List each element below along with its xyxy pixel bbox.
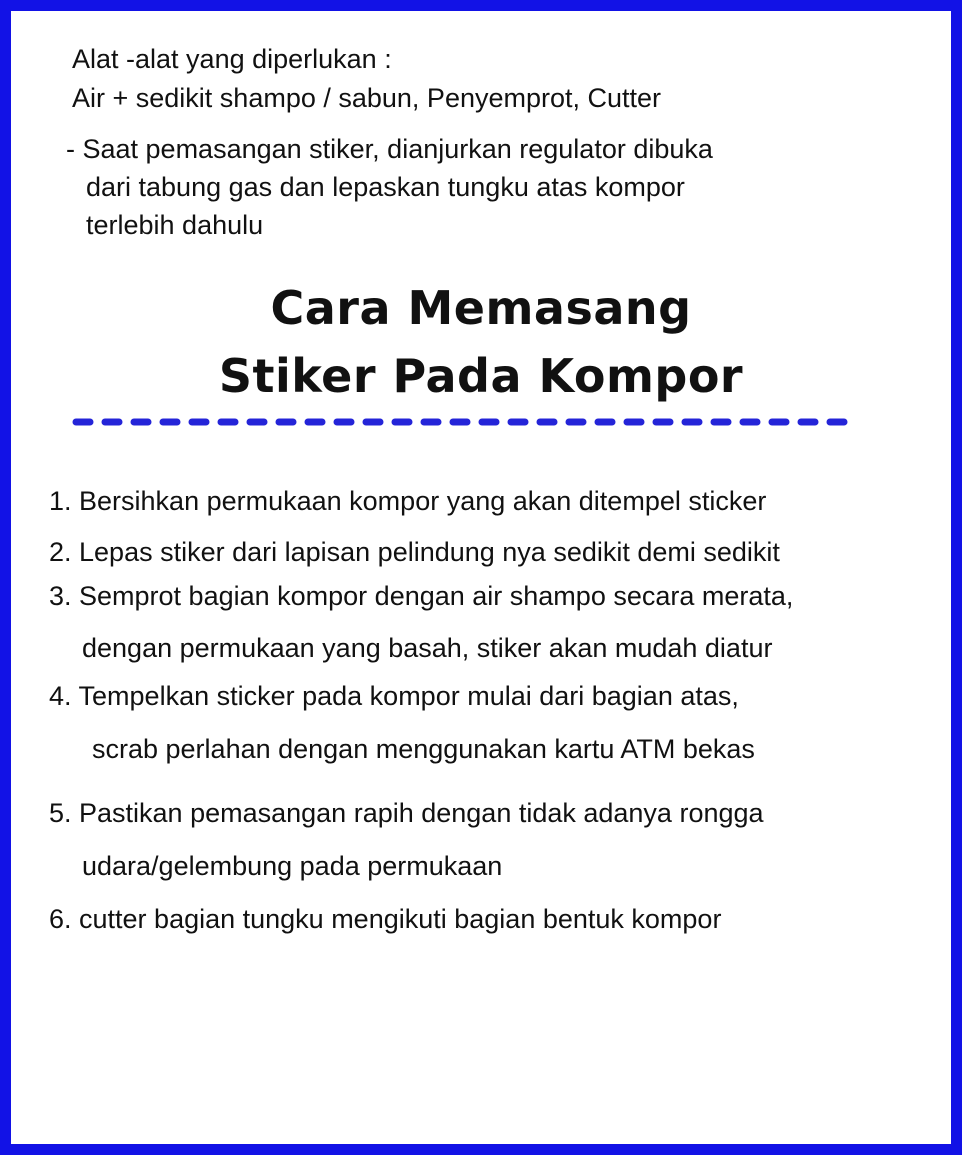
note-line-2: dari tabung gas dan lepaskan tungku atas kompor [86, 172, 685, 202]
step-5: 5. Pastikan pemasangan rapih dengan tidak adanya rongga [49, 798, 764, 828]
step-3-continued: dengan permukaan yang basah, stiker akan mudah diatur [82, 633, 773, 663]
page-title-line-1: Cara Memasang [270, 281, 692, 335]
step-5-continued: udara/gelembung pada permukaan [82, 851, 503, 881]
step-4: 4. Tempelkan sticker pada kompor mulai dari bagian atas, [49, 681, 739, 711]
note-line-1: - Saat pemasangan stiker, dianjurkan regulator dibuka [66, 134, 713, 164]
page-title-line-2: Stiker Pada Kompor [218, 349, 744, 403]
step-3: 3. Semprot bagian kompor dengan air shampo secara merata, [49, 581, 794, 611]
step-2: 2. Lepas stiker dari lapisan pelindung nya sedikit demi sedikit [49, 537, 780, 567]
step-6: 6. cutter bagian tungku mengikuti bagian bentuk kompor [49, 904, 722, 934]
note-line-3: terlebih dahulu [86, 210, 264, 240]
tools-heading: Alat -alat yang diperlukan : [72, 44, 392, 74]
step-4-continued: scrab perlahan dengan menggunakan kartu ATM bekas [92, 734, 755, 764]
step-1: 1. Bersihkan permukaan kompor yang akan ditempel sticker [49, 486, 767, 516]
dashed-divider [72, 413, 862, 431]
tools-list: Air + sedikit shampo / sabun, Penyemprot, Cutter [72, 83, 662, 113]
